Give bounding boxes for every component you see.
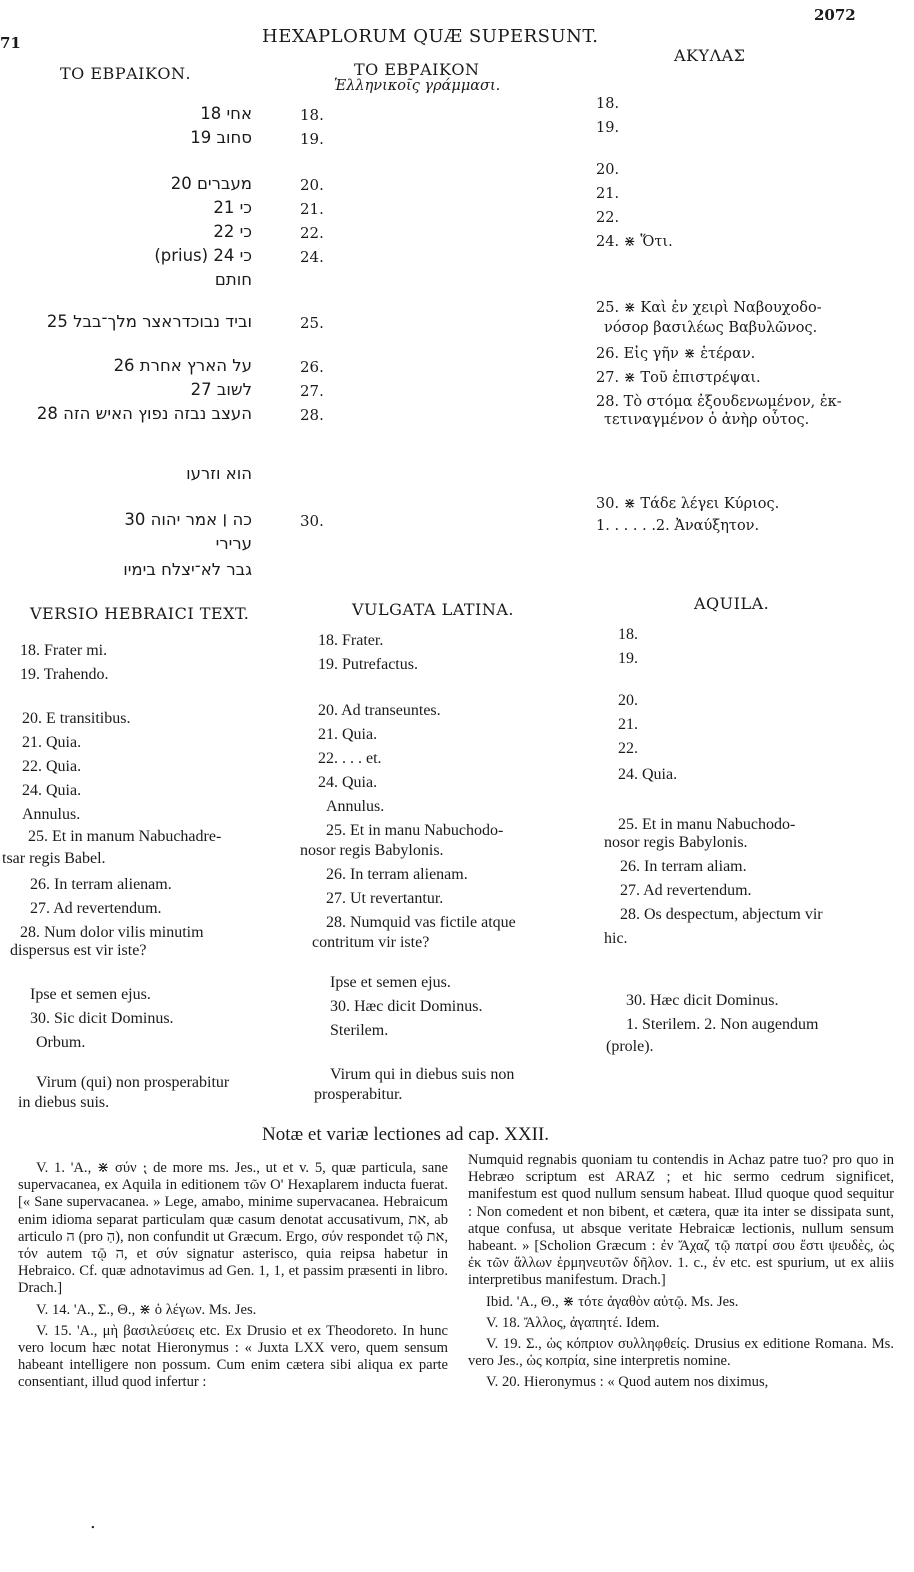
verse-number: 21. xyxy=(300,200,324,218)
verse-number: 20. xyxy=(300,176,324,194)
notes-right-column xyxy=(468,1152,894,1396)
aquila-greek-line: 20. xyxy=(596,162,620,178)
latin-line: 27. Ut revertantur. xyxy=(326,890,444,907)
note-paragraph: Numquid regnabis quoniam tu contendis in Achaz patre tuo? pro quo in Hebræo scriptum est ARAZ ; et hic sermo cedrum significet, manifestum est quod nullum sensum habeat. Illud quoque quod sequitur : Non comedent et non bibent, et cætera, quæ ita inter se dissipata sunt, atque confusa, ut absque veritate Hebraicæ lectionis, nullum sensum habeant. » [Scholion Græcum : ἐν Ἄχαζ τῷ πατρί σου ἔστι ψευδὲς, ὡς ἐκ τῶν ἄλλων ἑρμηνευτῶν δῆλον. 1. c., ἐν etc. est spurium, ut ex aliis interpretibus manifestum. Drach.] xyxy=(468,1152,894,1289)
col2-subtitle: Ἑλληνικοῖς γράμμασι. xyxy=(334,78,501,94)
latin-line: Annulus. xyxy=(22,806,81,823)
latin-line: 24. Quia. xyxy=(618,766,678,783)
latin-line: 30. Hæc dicit Dominus. xyxy=(626,992,779,1009)
latin-line: 18. Frater mi. xyxy=(20,642,108,659)
latin-line: in diebus suis. xyxy=(18,1094,110,1111)
note-paragraph: V. 19. Σ., ὡς κόπριον συλληφθείς. Drusius ex editione Romana. Ms. vero Jes., ὡς κοπρία, sine interpretis nomine. xyxy=(468,1336,894,1370)
note-paragraph: V. 1. 'Α., ⋇ σύν ⁏ de more ms. Jes., ut et v. 5, quæ particula, sane supervacanea, ex Aquila in editionem τῶν Ο' Hexaplarem inducta fuerat. [« Sane supervacanea. » Lege, amabo, minime supervacanea. Hebraicum enim idioma separat particulam quæ casum denotat accusativum, את, ab articulo ה (pro הַ), non confundit ut Græcum. Ergo, σύν respondet τῷ את, τόν autem τῷ ה, et σύν signatur asterisco, quia reipsa habetur in Hebraico. Cf. quæ adnotavimus ad Gen. 1, 1, et passim præsenti in libro. Drach.] xyxy=(18,1160,448,1297)
latin-line: Orbum. xyxy=(36,1034,86,1051)
latin-line: 20. E transitibus. xyxy=(22,710,131,727)
latin-line: Ipse et semen ejus. xyxy=(330,974,451,991)
hebrew-line: כה ׀ אמר יהוה 30 xyxy=(124,510,252,529)
latin-line: 1. Sterilem. 2. Non augendum xyxy=(626,1016,819,1033)
latin-line: 26. In terram aliam. xyxy=(620,858,747,875)
aquila-greek-line: νόσορ βασιλέως Βαβυλῶνος. xyxy=(604,320,818,336)
verse-number: 28. xyxy=(300,406,324,424)
latin-line: 19. Trahendo. xyxy=(20,666,109,683)
latin-line: 20. Ad transeuntes. xyxy=(318,702,441,719)
latin-line: 22. . . . et. xyxy=(318,750,382,767)
aquila-greek-line: 1. . . . . .2. Ἀναύξητον. xyxy=(596,518,760,534)
running-title: HEXAPLORUM QUÆ SUPERSUNT. xyxy=(262,26,599,47)
vulgata-title: VULGATA LATINA. xyxy=(352,600,514,619)
hebrew-line: לשוב 27 xyxy=(190,380,252,399)
aquila-greek-line: τετιναγμένον ὁ ἀνὴρ οὗτος. xyxy=(604,412,810,428)
hebrew-line: חותם xyxy=(214,270,252,289)
latin-line: dispersus est vir iste? xyxy=(10,942,147,959)
latin-line: Virum (qui) non prosperabitur xyxy=(36,1074,230,1091)
latin-line: 26. In terram alienam. xyxy=(326,866,468,883)
note-paragraph: V. 15. 'Α., μὴ βασιλεύσεις etc. Ex Drusio et ex Theodoreto. In hunc vero locum hæc notat Hieronymus : « Juxta LXX vero, quem sensum habeant intelligere non possum. Cum enim cætera sibi aliqua ex parte consentiant, illud quod infertur : xyxy=(18,1322,448,1391)
latin-line: 25. Et in manu Nabuchodo- xyxy=(326,822,504,839)
aquila-greek-line: 25. ⋇ Καὶ ἐν χειρὶ Ναβουχοδο- xyxy=(596,300,822,316)
latin-line: 22. xyxy=(618,740,638,757)
aquila-greek-line: 18. xyxy=(596,96,620,112)
latin-line: 30. Sic dicit Dominus. xyxy=(30,1010,174,1027)
aquila-greek-line: 28. Τὸ στόμα ἐξουδενωμένον, ἐκ- xyxy=(596,394,842,410)
latin-line: Virum qui in diebus suis non xyxy=(330,1066,515,1083)
hebrew-line: כי 21 xyxy=(213,198,252,217)
hebrew-line: גבר לא־יצלח בימיו xyxy=(123,560,252,579)
note-paragraph: V. 18. Ἄλλος, ἀγαπητέ. Idem. xyxy=(486,1314,660,1331)
col2-title: ΤΟ ΕΒΡΑΙΚΟΝ xyxy=(354,60,480,79)
hebrew-line: העצב נבזה נפוץ האיש הזה 28 xyxy=(36,404,252,423)
verse-number: 27. xyxy=(300,382,324,400)
latin-line: 21. Quia. xyxy=(22,734,82,751)
col1-title: ΤΟ ΕΒΡΑΙΚΟΝ. xyxy=(60,64,192,83)
page-number-left: 71 xyxy=(0,34,21,52)
latin-line: 24. Quia. xyxy=(22,782,82,799)
latin-line: nosor regis Babylonis. xyxy=(604,834,748,851)
notes-left-column xyxy=(18,1160,448,1396)
page-number-right: 2072 xyxy=(814,6,856,24)
aquila-greek-line: 26. Εἰς γῆν ⋇ ἑτέραν. xyxy=(596,346,756,362)
col3-title: ΑΚΥΛΑΣ xyxy=(674,46,746,65)
latin-line: 22. Quia. xyxy=(22,758,82,775)
aquila-greek-line: 24. ⋇ Ὅτι. xyxy=(596,234,673,250)
note-paragraph: V. 14. 'Α., Σ., Θ., ⋇ ὁ λέγων. Ms. Jes. xyxy=(36,1301,257,1318)
aquila-greek-line: 22. xyxy=(596,210,620,226)
latin-line: 30. Hæc dicit Dominus. xyxy=(330,998,483,1015)
hebrew-line: ערירי xyxy=(215,534,252,553)
verse-number: 25. xyxy=(300,314,324,332)
latin-line: 21. xyxy=(618,716,638,733)
hebrew-line: סחוב 19 xyxy=(190,128,252,147)
latin-line: tsar regis Babel. xyxy=(2,850,106,867)
latin-line: 24. Quia. xyxy=(318,774,378,791)
aquila-greek-line: 30. ⋇ Τάδε λέγει Κύριος. xyxy=(596,496,780,512)
verse-number: 26. xyxy=(300,358,324,376)
hebrew-line: (prius) כי 24 xyxy=(154,246,252,265)
verse-number: 22. xyxy=(300,224,324,242)
latin-line: 20. xyxy=(618,692,638,709)
verse-number: 24. xyxy=(300,248,324,266)
versio-title: VERSIO HEBRAICI TEXT. xyxy=(30,604,250,623)
latin-line: 19. Putrefactus. xyxy=(318,656,418,673)
latin-line: 19. xyxy=(618,650,638,667)
hebrew-line: מעברים 20 xyxy=(170,174,252,193)
latin-line: 26. In terram alienam. xyxy=(30,876,172,893)
latin-line: Ipse et semen ejus. xyxy=(30,986,151,1003)
latin-line: 21. Quia. xyxy=(318,726,378,743)
latin-line: 18. xyxy=(618,626,638,643)
latin-line: 25. Et in manum Nabuchadre- xyxy=(28,828,222,845)
aquila-greek-line: 19. xyxy=(596,120,620,136)
latin-line: 28. Os despectum, abjectum vir xyxy=(620,906,823,923)
verse-number: 30. xyxy=(300,512,324,530)
note-paragraph: Ibid. 'Α., Θ., ⋇ τότε ἀγαθὸν αὐτῷ. Ms. Jes. xyxy=(486,1293,739,1310)
latin-line: 27. Ad revertendum. xyxy=(30,900,162,917)
aquila-greek-line: 21. xyxy=(596,186,620,202)
hebrew-line: כי 22 xyxy=(213,222,252,241)
latin-line: 28. Num dolor vilis minutim xyxy=(20,924,204,941)
latin-line: 28. Numquid vas fictile atque xyxy=(326,914,516,931)
latin-line: hic. xyxy=(604,930,628,947)
verse-number: 19. xyxy=(300,130,324,148)
latin-line: Sterilem. xyxy=(330,1022,389,1039)
hebrew-line: על הארץ אחרת 26 xyxy=(113,356,252,375)
verse-number: 18. xyxy=(300,106,324,124)
notes-title: Notæ et variæ lectiones ad cap. XXII. xyxy=(262,1124,550,1145)
latin-line: prosperabitur. xyxy=(314,1086,403,1103)
latin-line: nosor regis Babylonis. xyxy=(300,842,444,859)
latin-line: contritum vir iste? xyxy=(312,934,430,951)
hebrew-line: אחי 18 xyxy=(200,104,252,123)
hebrew-line: הוא וזרעו xyxy=(186,464,252,483)
hebrew-line: וביד נבוכדראצר מלך־בבל 25 xyxy=(46,312,252,331)
aquila-title: AQUILA. xyxy=(694,594,770,613)
latin-line: 27. Ad revertendum. xyxy=(620,882,752,899)
footer-mark: . xyxy=(90,1512,96,1533)
latin-line: 25. Et in manu Nabuchodo- xyxy=(618,816,796,833)
latin-line: (prole). xyxy=(606,1038,654,1055)
note-paragraph: V. 20. Hieronymus : « Quod autem nos diximus, xyxy=(486,1374,769,1391)
latin-line: Annulus. xyxy=(326,798,385,815)
latin-line: 18. Frater. xyxy=(318,632,384,649)
aquila-greek-line: 27. ⋇ Τοῦ ἐπιστρέψαι. xyxy=(596,370,761,386)
